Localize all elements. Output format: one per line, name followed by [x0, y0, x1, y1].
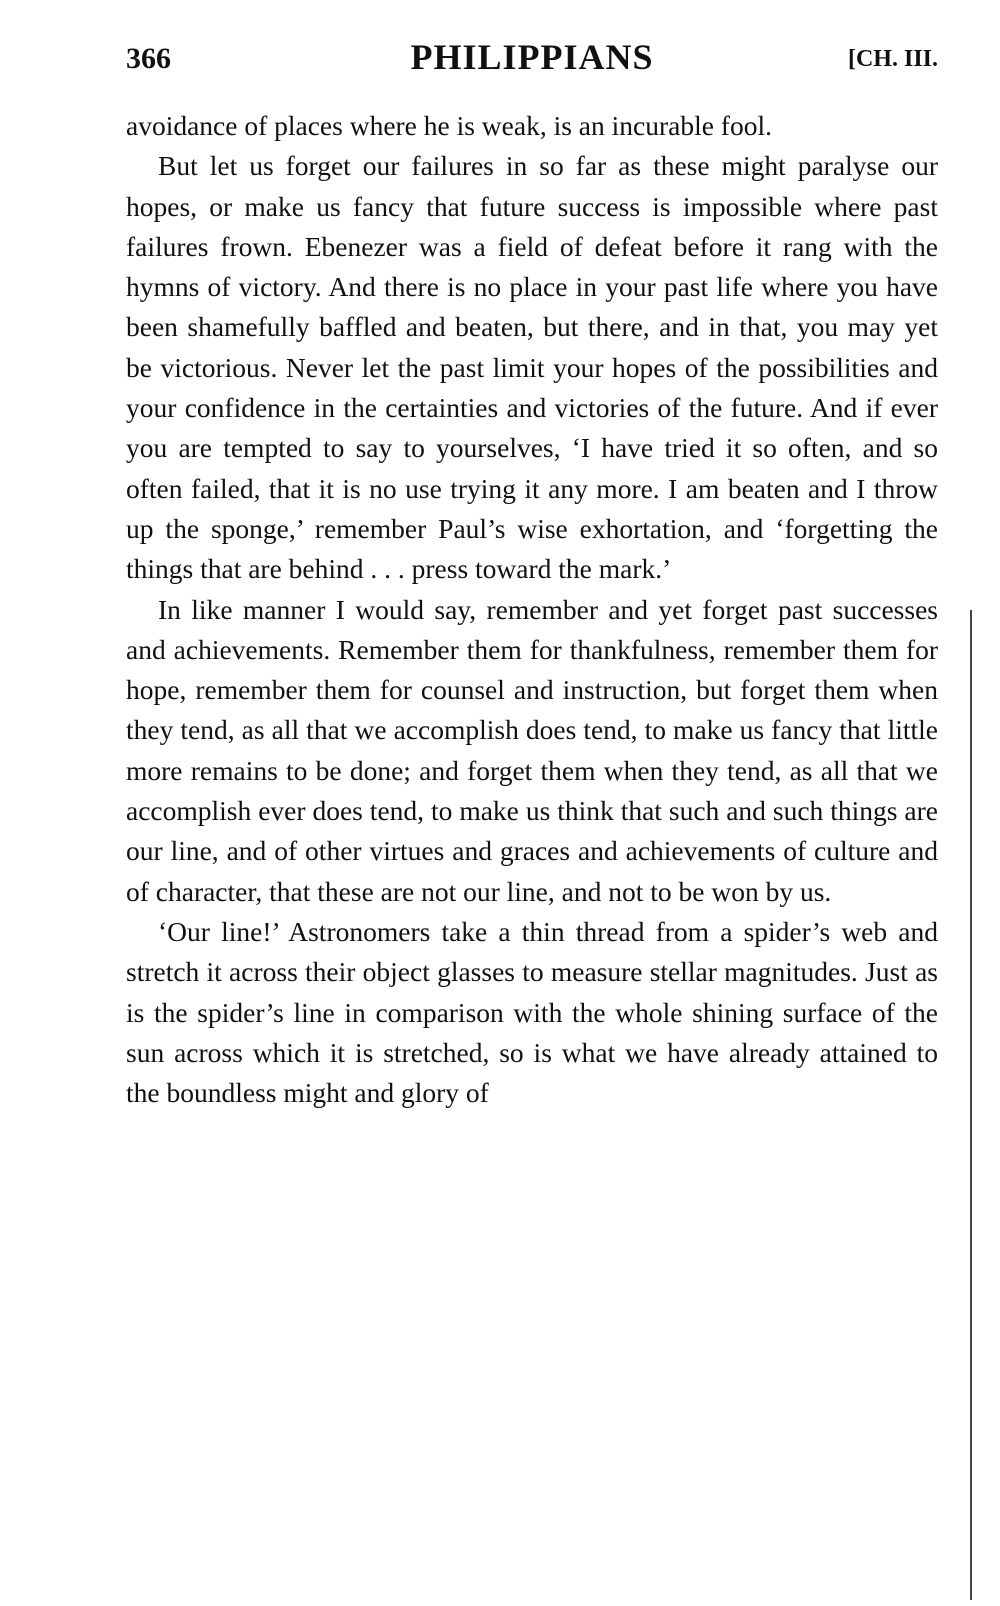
paragraph: But let us forget our failures in so far as these might paralyse our hopes, or make us fancy that future success is impossible where past failures frown. Ebenezer was a field of defeat before it rang with the hymns of victory. And there is no place in your past life where you have been shamefully baffled and beaten, but there, and in that, you may yet be victorious. Never let the past limit your hopes of the possibilities and your confidence in the certainties and victories of the future. And if ever you are tempted to say to yourselves, ‘I have tried it so often, and so often failed, that it is no use trying it any more. I am beaten and I throw up the sponge,’ remember Paul’s wise exhortation, and ‘forgetting the things that are behind . . . press toward the mark.’ — [126, 150, 938, 585]
body-text — [126, 106, 938, 1113]
running-title: PHILIPPIANS — [410, 37, 654, 77]
page-header — [126, 36, 938, 86]
paragraph: ‘Our line!’ Astronomers take a thin thread from a spider’s web and stretch it across their object glasses to measure stellar magnitudes. Just as is the spider’s line in comparison with the whole shining surface of the sun across which it is stretched, so is what we have already attained to the boundless might and glory of — [126, 915, 938, 1109]
paragraph: In like manner I would say, remember and yet forget past successes and achievements. Remember them for thankfulness, remember them for hope, remember them for counsel and instruction, but forget them when they tend, as all that we accomplish does tend, to make us fancy that little more remains to be done; and forget them when they tend, as all that we accomplish ever does tend, to make us think that such and such things are our line, and of other virtues and graces and achievements of culture and of character, that these are not our line, and not to be won by us. — [126, 593, 938, 907]
paragraph-continuation: avoidance of places where he is weak, is an incurable fool. — [126, 110, 772, 141]
chapter-reference: [CH. III. — [847, 46, 938, 72]
page-edge-rule — [970, 610, 972, 1600]
page-number: 366 — [126, 42, 171, 75]
